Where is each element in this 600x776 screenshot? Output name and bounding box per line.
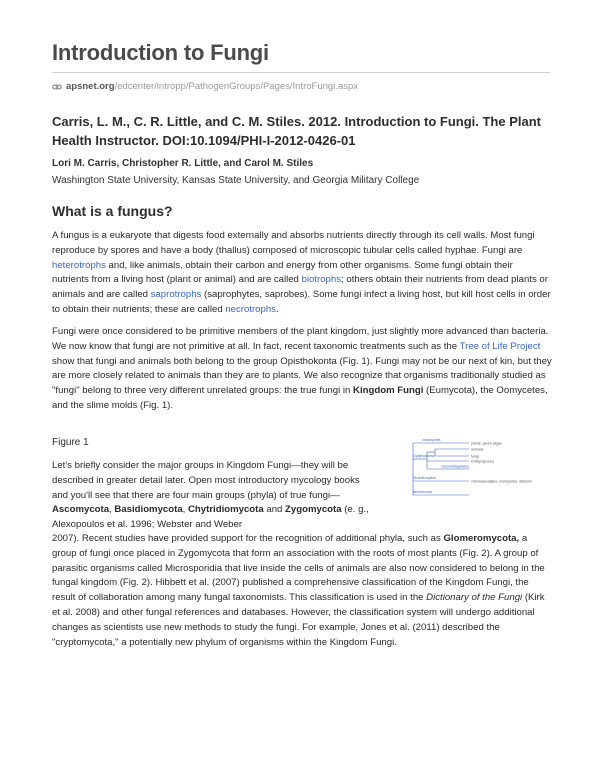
paragraph-3: Let's briefly consider the major groups in Kingdom Fungi—they will be described in greater detail later. Open most introductory mycology books and you'll see that there are four main groups (phyla) of true fungi—Ascomycota, Basidiomycota, Chytridiomycota and Zygomycota (e. g., Alexopoulos et al. 1996; Webster and Weber [52, 460, 369, 531]
source-line [52, 81, 358, 92]
tree-label-stramenopiles: Stramenopiles [413, 476, 436, 480]
link-biotrophs[interactable]: biotrophs [301, 274, 342, 286]
affiliation: Washington State University, Kansas State University, and Georgia Military College [52, 175, 420, 186]
link-necrotrophs[interactable]: necrotrophs [225, 303, 276, 315]
authors: Lori M. Carris, Christopher R. Little, and Carol M. Stiles [52, 158, 314, 169]
tree-label-choanoflagellates: choanoflagellates [441, 464, 469, 469]
paragraph-1: A fungus is a eukaryote that digests food externally and absorbs nutrients directly through its cell walls. Most fungi reproduce by spores and have a body (thallus) composed of microscopic tubular cells called hyphae. Fungi are heterotrophs and, like animals, obtain their carbon and energy from other organisms. Some fungi obtain their nutrients from a living host (plant or animal) and are called biotrophs; others obtain their nutrients from dead plants or animals and are called saprotrophs (saprophytes, saprobes). Some fungi infect a living host, but kill host cells in order to obtain their nutrients; these are called necrotrophs. [52, 230, 551, 315]
tree-label-amoebozoa: Amoebozoa [413, 490, 433, 494]
citation: Carris, L. M., C. R. Little, and C. M. Stiles. 2012. Introduction to Fungi. The Plant Health Instructor. DOI:10.1094/PHI-I-2012-0426-01 [52, 114, 541, 148]
tree-label-fungi: fungi [471, 454, 479, 459]
tree-label-oomycetes: chromalveolates, Oomycetes, diatoms [471, 479, 532, 484]
tree-label-eukaryotes: eukaryotes [423, 438, 441, 442]
tree-label-animals: animals [471, 447, 484, 452]
section-heading: What is a fungus? [52, 203, 173, 219]
source-url[interactable]: apsnet.org/edcenter/intropp/PathogenGroups/Pages/IntroFungi.aspx [66, 81, 359, 92]
paragraph-2: Fungi were once considered to be primitive members of the plant kingdom, just slightly more advanced than bacteria. We now know that fungi are not primitive at all. In fact, recent taxonomic treatments such as the Tree of Life Project show that fungi and animals both belong to the group Opisthokonta (Fig. 1). Fungi may not be our next of kin, but they are more closely related to animals than they are to plants. We also recognize that organisms traditionally studied as "fungi" belong to three very different unrelated groups: the true fungi in Kingdom Fungi (Eumycota), the Oomycetes, and the slime molds (Fig. 1). [52, 326, 552, 411]
tree-label-other-opisthokonts: Ichthyosporea [471, 459, 494, 464]
tree-label-plants: plants, green algae [471, 441, 502, 446]
link-saprotrophs[interactable]: saprotrophs [150, 289, 202, 301]
paragraph-4: 2007). Recent studies have provided support for the recognition of additional phyla, such as Glomeromycota, a group of fungi once placed in Zygomycota that form an association with the roots of most plants (Fig. 2). A group of parasitic organisms called Microsporidia that live inside the cells of animals are also now considered to belong in the fungal kingdom (Fig. 2). Hibbett et al. (2007) published a comprehensive classification of the Kingdom Fungi, the result of collaboration among many fungal taxonomists. This classification is used in the Dictionary of the Fungi (Kirk et al. 2008) and other fungal references and databases. However, the classification system will undergo additional changes as scientists use new methods to study the fungi. For example, Jones et al. (2011) described the "cryptomycota," a potentially new phylum of organisms within the Kingdom Fungi. [52, 533, 545, 648]
tree-label-opisthokonts: Opisthokonta [413, 454, 435, 458]
title-divider [52, 72, 550, 73]
link-heterotrophs[interactable]: heterotrophs [52, 259, 106, 271]
figure-label: Figure 1 [52, 437, 89, 448]
figure-1-phylogenetic-tree [407, 437, 553, 501]
page-title: Introduction to Fungi [52, 40, 269, 65]
link-icon [52, 82, 62, 92]
link-tree-of-life[interactable]: Tree of Life Project [459, 340, 541, 352]
